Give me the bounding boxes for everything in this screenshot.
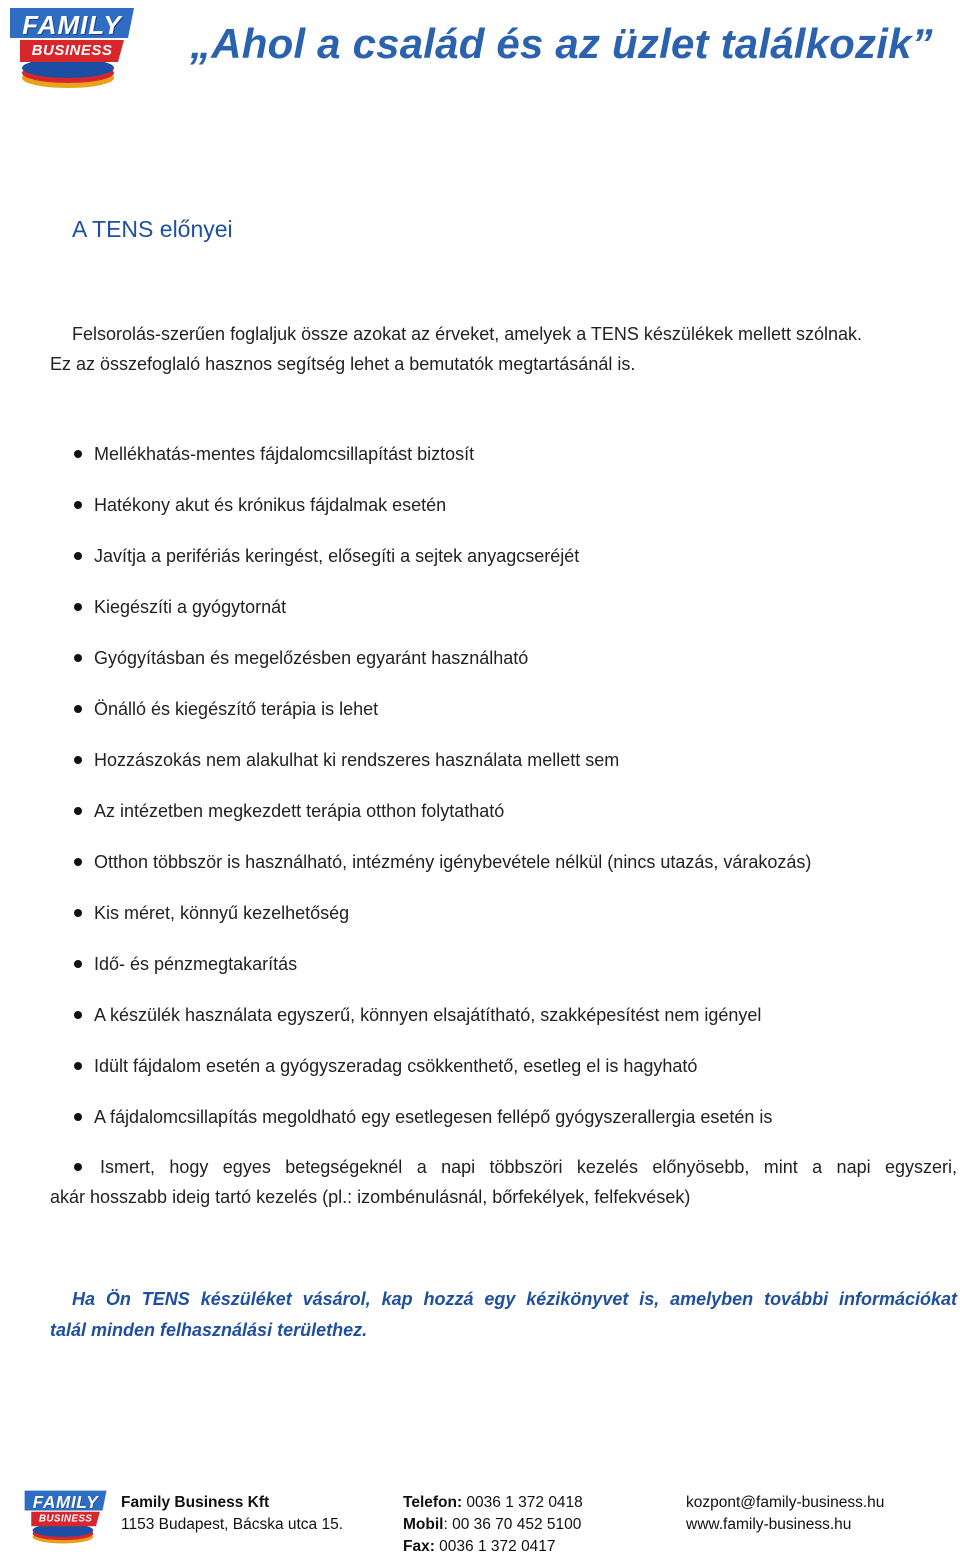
footer-contact-block <box>686 1492 884 1536</box>
list-item <box>50 1052 957 1103</box>
bullet-icon <box>74 705 82 713</box>
footer-phone-number: 0036 1 372 0418 <box>462 1494 583 1511</box>
footer-logo-business-text: BUSINESS <box>38 1513 93 1525</box>
list-item-text-line-1: Ismert, hogy egyes betegségeknél a napi többszöri kezelés előnyösebb, mint a napi egyszeri, <box>100 1157 957 1177</box>
family-business-logo <box>6 4 138 92</box>
list-item-text: Hozzászokás nem alakulhat ki rendszeres használata mellett sem <box>94 750 620 770</box>
bullet-icon <box>74 654 82 662</box>
list-item <box>50 491 957 542</box>
footer-fax-label: Fax: <box>403 1538 435 1555</box>
list-item-text: A fájdalomcsillapítás megoldható egy esetlegesen fellépő gyógyszerallergia esetén is <box>94 1107 773 1127</box>
list-item-text-line-2: akár hosszabb ideig tartó kezelés (pl.: izombénulásnál, bőrfekélyek, felfekvések) <box>50 1187 691 1207</box>
list-item-text: A készülék használata egyszerű, könnyen elsajátítható, szakképesítést nem igényel <box>94 1005 762 1025</box>
footer-company-name: Family Business Kft <box>121 1494 270 1511</box>
footer-address: 1153 Budapest, Bácska utca 15. <box>121 1516 344 1533</box>
bullet-icon <box>74 960 82 968</box>
list-item-text: Az intézetben megkezdett terápia otthon folytatható <box>94 801 505 821</box>
manual-note-line-2: talál minden felhasználási területhez. <box>50 1320 368 1340</box>
list-item <box>50 848 957 899</box>
list-item-text: Mellékhatás-mentes fájdalomcsillapítást biztosít <box>94 444 475 464</box>
list-item <box>50 440 957 491</box>
list-item <box>50 797 957 848</box>
header-tagline: „Ahol a család és az üzlet találkozik” <box>190 20 933 67</box>
footer-phone-label: Telefon: <box>403 1494 463 1511</box>
list-item <box>50 1103 957 1154</box>
advantages-list <box>50 440 957 1154</box>
bullet-icon <box>74 501 82 509</box>
footer-website-link[interactable]: www.family-business.hu <box>686 1516 852 1533</box>
list-item-text: Önálló és kiegészítő terápia is lehet <box>94 699 379 719</box>
list-item-text: Hatékony akut és krónikus fájdalmak esetén <box>94 495 447 515</box>
list-item-text: Idült fájdalom esetén a gyógyszeradag csökkenthető, esetleg el is hagyható <box>94 1056 698 1076</box>
section-title: A TENS előnyei <box>72 216 233 242</box>
footer-fax-number: 0036 1 372 0417 <box>434 1538 556 1555</box>
footer-phone-line <box>403 1492 583 1514</box>
manual-note <box>50 1284 957 1346</box>
bullet-icon <box>74 450 82 458</box>
bullet-icon <box>74 552 82 560</box>
manual-note-line-1: Ha Ön TENS készüléket vásárol, kap hozzá egy kézikönyvet is, amelyben további információkat <box>72 1289 957 1309</box>
footer-fax-line <box>403 1536 583 1558</box>
footer-logo <box>22 1488 109 1546</box>
footer-mobile-number: : 00 36 70 452 5100 <box>443 1516 582 1533</box>
list-item-text: Otthon többször is használható, intézmény igénybevétele nélkül (nincs utazás, várakozás) <box>94 852 812 872</box>
bullet-icon <box>74 603 82 611</box>
footer-company-block <box>121 1492 343 1536</box>
intro-line-2: Ez az összefoglaló hasznos segítség lehet a bemutatók megtartásánál is. <box>50 354 636 374</box>
bullet-icon <box>74 1163 82 1171</box>
list-item <box>50 746 957 797</box>
list-item <box>50 542 957 593</box>
intro-line-1: Felsorolás-szerűen foglaljuk össze azokat az érveket, amelyek a TENS készülékek mellett szólnak. <box>72 324 863 344</box>
list-item <box>50 593 957 644</box>
intro-paragraph <box>50 319 957 379</box>
list-item <box>50 950 957 1001</box>
bullet-icon <box>74 909 82 917</box>
bullet-icon <box>74 756 82 764</box>
footer-mobile-label: Mobil <box>403 1516 444 1533</box>
bullet-icon <box>74 1062 82 1070</box>
bullet-icon <box>74 1113 82 1121</box>
logo-family-text: FAMILY <box>22 10 122 40</box>
bullet-icon <box>74 858 82 866</box>
list-item-text: Javítja a perifériás keringést, elősegíti a sejtek anyagcseréjét <box>94 546 580 566</box>
list-item <box>50 644 957 695</box>
bullet-icon <box>74 807 82 815</box>
list-item-text: Kis méret, könnyű kezelhetőség <box>94 903 350 923</box>
list-item <box>50 1001 957 1052</box>
list-item-text: Gyógyításban és megelőzésben egyaránt használható <box>94 648 529 668</box>
list-item-wrapping <box>50 1152 957 1212</box>
bullet-icon <box>74 1011 82 1019</box>
footer-email-link[interactable]: kozpont@family-business.hu <box>686 1494 885 1511</box>
list-item <box>50 695 957 746</box>
footer-logo-family-text: FAMILY <box>32 1491 99 1512</box>
list-item <box>50 899 957 950</box>
list-item-text: Kiegészíti a gyógytornát <box>94 597 287 617</box>
logo-business-text: BUSINESS <box>31 42 113 59</box>
footer-phone-block <box>403 1492 583 1558</box>
footer-mobile-line <box>403 1514 583 1536</box>
list-item-text: Idő- és pénzmegtakarítás <box>94 954 298 974</box>
